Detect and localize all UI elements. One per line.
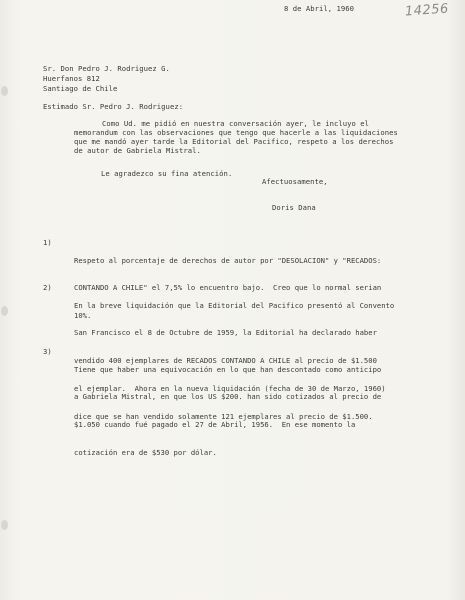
- body-line: Como Ud. me pidió en nuestra conversación ayer, le incluyo el: [102, 119, 370, 128]
- item-line: $1.050 cuando fué pagado el 27 de Abril, 1956. En ese momento la: [74, 420, 356, 430]
- item-3-text: [74, 346, 381, 476]
- body-line: que me mandó ayer tarde la Editorial del Pacifico, respeto a los derechos: [74, 137, 394, 146]
- item-line: 10%.: [74, 311, 92, 321]
- item-line: el ejemplar. Ahora en la nueva liquidación (fecha de 30 de Marzo, 1960): [74, 384, 386, 394]
- item-line: cotización era de $530 por dólar.: [74, 448, 217, 458]
- body-line: memorandum con las observaciones que tengo que hacerle a las liquidaciones: [74, 128, 398, 137]
- item-line: dice que se han vendido solamente 121 ejemplares al precio de $1.500.: [74, 412, 373, 422]
- signature-name: Doris Dana: [272, 203, 316, 212]
- closing: Afectuosamente,: [262, 177, 328, 186]
- item-number: 1): [43, 238, 52, 247]
- item-line: En la breve liquidación que la Editorial del Pacifico presentó al Convento: [74, 300, 395, 310]
- item-line: San Francisco el 8 de Octubre de 1959, la Editorial ha declarado haber: [74, 328, 377, 338]
- address-line: Sr. Don Pedro J. Rodriguez G.: [43, 64, 170, 73]
- item-line: vendido 400 ejemplares de RECADOS CONTANDO A CHILE al precio de $1.500: [74, 356, 377, 366]
- item-number: 3): [43, 347, 52, 356]
- thanks-line: Le agradezco su fina atención.: [101, 169, 233, 178]
- punch-hole-bottom: [1, 520, 8, 530]
- item-line: Respeto al porcentaje de derechos de autor por "DESOLACION" y "RECADOS:: [74, 255, 382, 265]
- address-line: Santiago de Chile: [43, 84, 118, 93]
- address-line: Huerfanos 812: [43, 74, 100, 83]
- salutation: Estimado Sr. Pedro J. Rodriguez:: [43, 102, 184, 111]
- item-line: a Gabriela Mistral, en que los US $200. han sido cotizados al precio de: [74, 392, 382, 402]
- body-line: de autor de Gabriela Mistral.: [74, 146, 201, 155]
- punch-hole-top: [1, 86, 8, 96]
- letter-date: 8 de Abril, 1960: [284, 4, 355, 13]
- item-line: CONTANDO A CHILE" el 7,5% lo encuentro bajo. Creo que lo normal serian: [74, 283, 382, 293]
- item-line: Tiene que haber una equivocación en lo que han descontado como anticipo: [74, 364, 382, 374]
- handwritten-archive-number: 14256: [404, 1, 450, 20]
- item-number: 2): [43, 283, 52, 292]
- punch-hole-middle: [1, 306, 8, 316]
